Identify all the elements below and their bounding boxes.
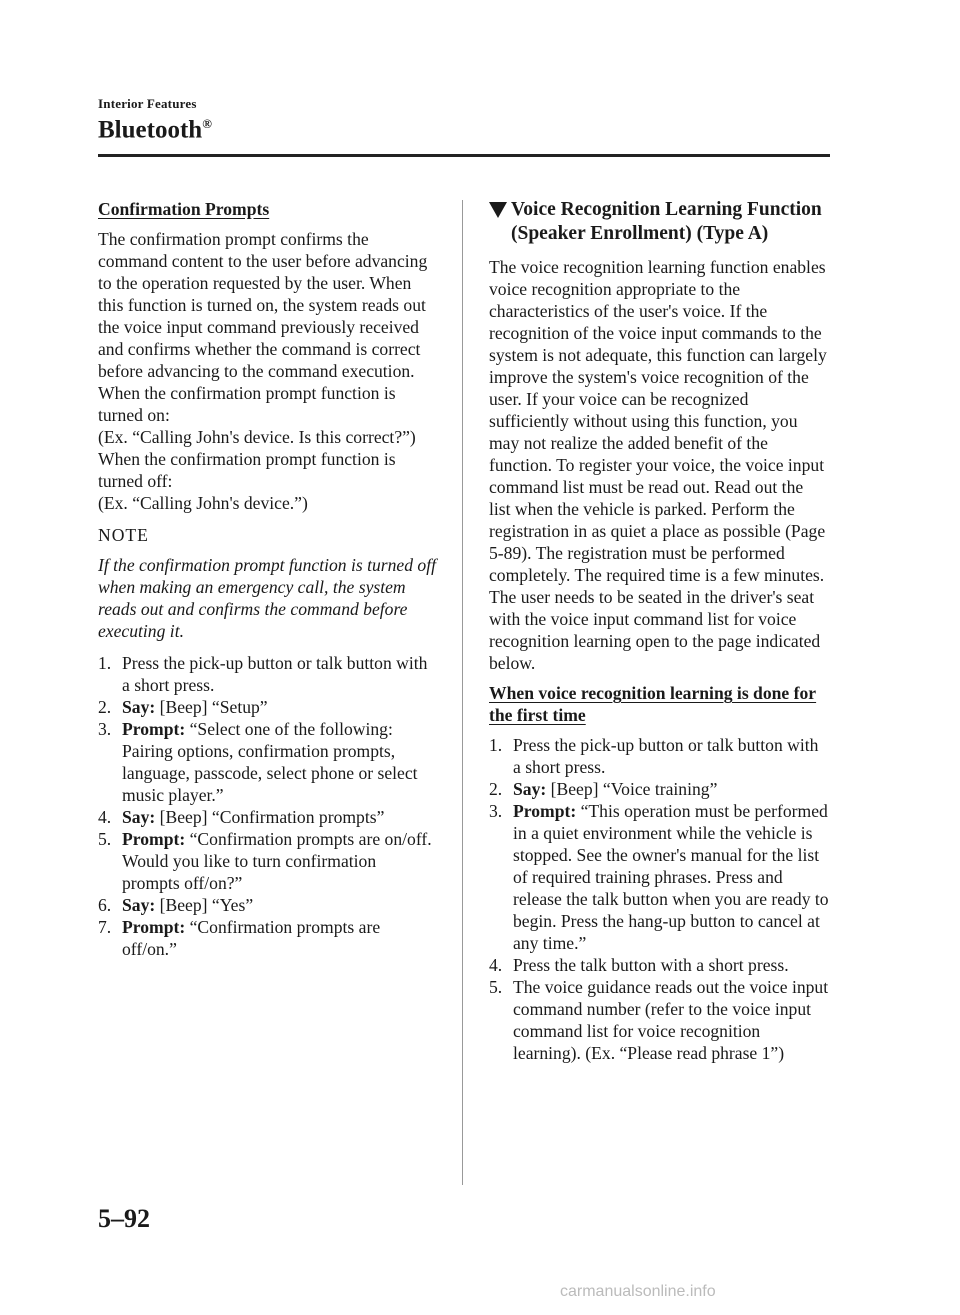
step-number: 1.: [489, 735, 503, 755]
step-number: 5.: [98, 829, 112, 849]
list-item: [489, 734, 829, 778]
list-item: [489, 800, 829, 954]
on-example: (Ex. “Calling John's device. Is this correct?”): [98, 427, 416, 447]
off-example: (Ex. “Calling John's device.”): [98, 493, 308, 513]
step-number: 2.: [489, 779, 503, 799]
list-item: [98, 828, 438, 894]
list-item: [98, 696, 438, 718]
triangle-down-icon: [489, 202, 507, 218]
step-text: “This operation must be performed in a quiet environment while the vehicle is stopped. See the owner's manual for the list of required training phrases. Press and release the talk button when you are ready to begin. Press the hang-up button to cancel at any time.”: [513, 801, 829, 953]
step-text: Press the pick-up button or talk button with a short press.: [122, 653, 428, 695]
registered-mark: ®: [202, 116, 212, 131]
column-divider: [462, 200, 463, 1185]
right-column: [489, 198, 829, 1064]
watermark: carmanualsonline.info: [560, 1283, 716, 1300]
list-item: [98, 916, 438, 960]
voice-learning-heading: [489, 198, 829, 246]
note-text: If the confirmation prompt function is turned off when making an emergency call, the system reads out and confirms the command before executing it.: [98, 555, 437, 641]
step-number: 5.: [489, 977, 503, 997]
step-text: “Confirmation prompts are off/on.”: [122, 917, 381, 959]
step-text: “Select one of the following: Pairing options, confirmation prompts, language, passcode, select phone or select music player.”: [122, 719, 418, 805]
step-label: Say:: [122, 697, 156, 717]
list-item: [98, 894, 438, 916]
first-time-heading: When voice recognition learning is done for the first time: [489, 683, 817, 725]
list-item: [489, 778, 829, 800]
step-label: Prompt:: [122, 829, 186, 849]
step-number: 6.: [98, 895, 112, 915]
step-number: 3.: [489, 801, 503, 821]
step-text: Press the pick-up button or talk button with a short press.: [513, 735, 819, 777]
list-item: [489, 954, 829, 976]
list-item: [489, 976, 829, 1064]
right-steps: [489, 734, 829, 1064]
page-number: 5–92: [98, 1204, 150, 1233]
step-text: [Beep] “Yes”: [155, 895, 254, 915]
step-text: [Beep] “Confirmation prompts”: [155, 807, 385, 827]
voice-learning-intro: The voice recognition learning function enables voice recognition appropriate to the characteristics of the user's voice. If the recognition of the voice input commands to the system is not adequate, this function can largely improve the system's voice recognition of the user. If your voice can be recognized sufficiently without using this function, you may not realize the added benefit of the function. To register your voice, the voice input command list must be read out. Read out the list when the vehicle is parked. Perform the registration in as quiet a place as possible (Page 5-89). The registration must be performed completely. The required time is a few minutes. The user needs to be seated in the driver's seat with the voice input command list for voice recognition learning open to the page indicated below.: [489, 257, 827, 673]
step-number: 2.: [98, 697, 112, 717]
step-label: Say:: [122, 895, 156, 915]
step-number: 3.: [98, 719, 112, 739]
step-number: 1.: [98, 653, 112, 673]
voice-learning-heading-text: Voice Recognition Learning Function (Speaker Enrollment) (Type A): [511, 199, 822, 244]
step-text: “Confirmation prompts are on/off. Would you like to turn confirmation prompts off/on?”: [122, 829, 432, 893]
step-number: 4.: [489, 955, 503, 975]
header-rule: [98, 154, 830, 157]
list-item: [98, 718, 438, 806]
step-text: The voice guidance reads out the voice input command number (refer to the voice input command list for voice recognition learning). (Ex. “Please read phrase 1”): [513, 977, 829, 1063]
list-item: [98, 806, 438, 828]
left-steps: [98, 652, 438, 960]
step-text: [Beep] “Voice training”: [546, 779, 718, 799]
off-line: When the confirmation prompt function is turned off:: [98, 449, 396, 491]
page-title: [98, 116, 212, 144]
step-label: Prompt:: [513, 801, 577, 821]
page-header: [98, 96, 212, 144]
section-label: Interior Features: [98, 96, 197, 111]
step-number: 4.: [98, 807, 112, 827]
step-number: 7.: [98, 917, 112, 937]
step-label: Prompt:: [122, 719, 186, 739]
step-label: Say:: [122, 807, 156, 827]
confirmation-intro: The confirmation prompt confirms the command content to the user before advancing to the operation requested by the user. When this function is turned on, the system reads out the voice input command previously received and confirms whether the command is correct before advancing to the command execution.: [98, 229, 428, 381]
step-label: Say:: [513, 779, 547, 799]
on-line: When the confirmation prompt function is turned on:: [98, 383, 396, 425]
left-column: [98, 198, 438, 960]
note-title: NOTE: [98, 525, 149, 545]
page-title-text: Bluetooth: [98, 116, 203, 144]
list-item: [98, 652, 438, 696]
step-text: [Beep] “Setup”: [155, 697, 268, 717]
step-label: Prompt:: [122, 917, 186, 937]
confirmation-prompts-heading: Confirmation Prompts: [98, 199, 270, 219]
step-text: Press the talk button with a short press.: [513, 955, 789, 975]
